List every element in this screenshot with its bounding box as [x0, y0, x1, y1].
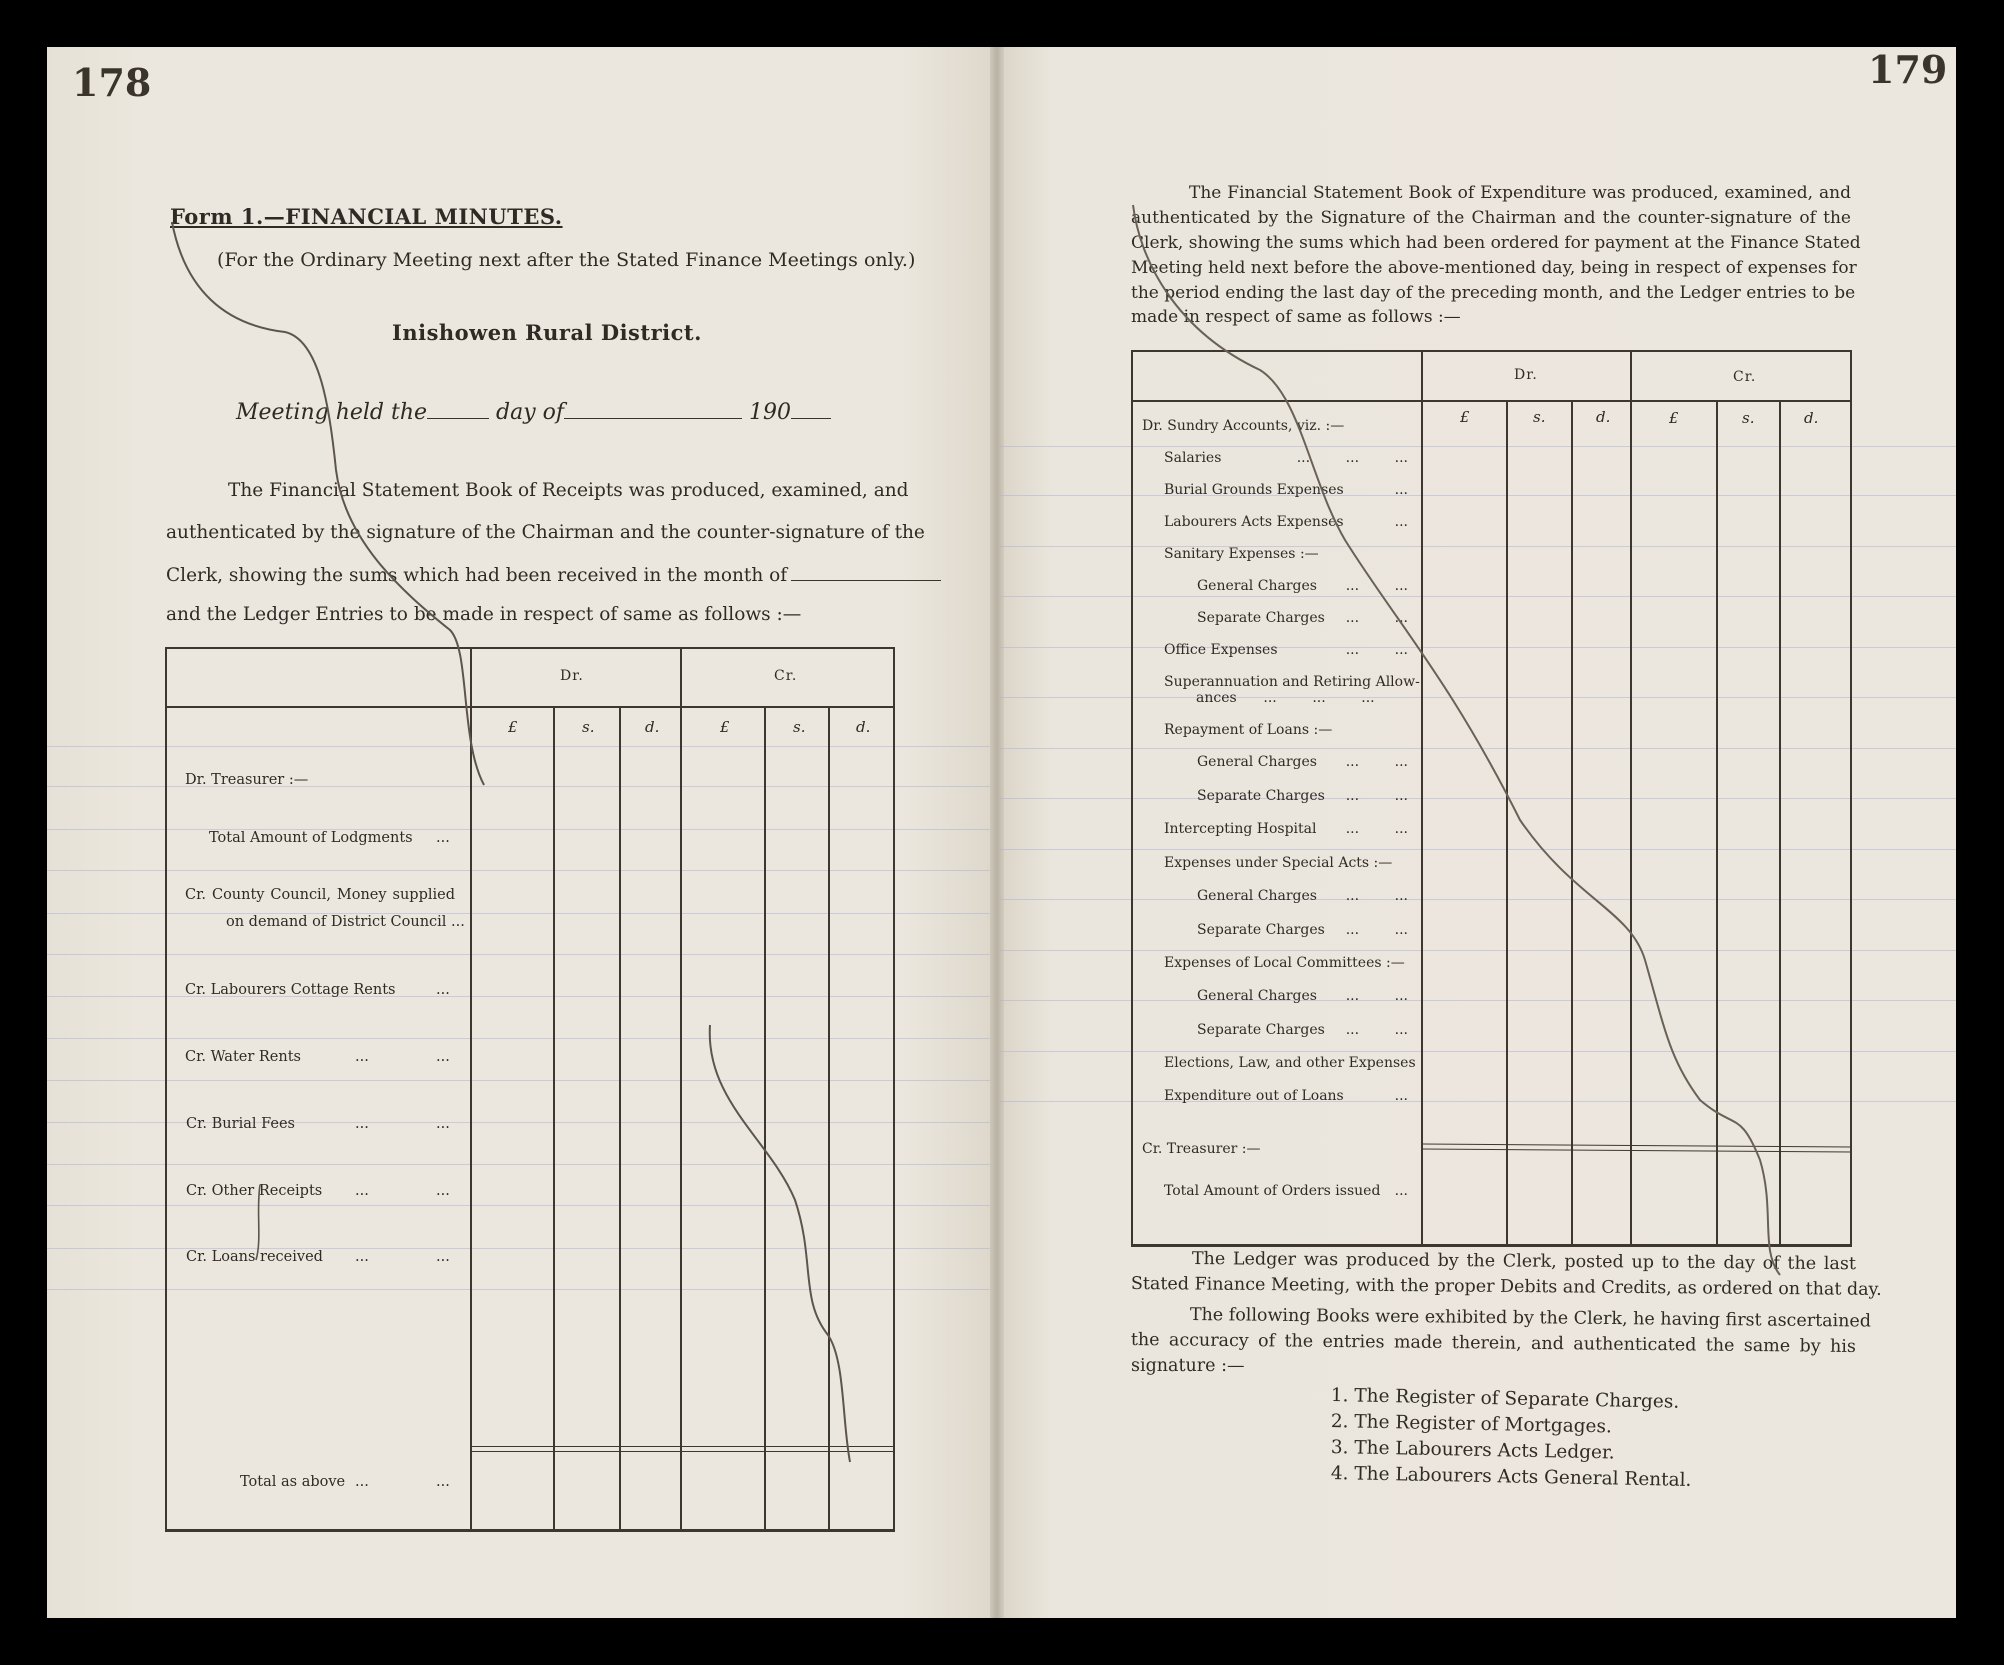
receipts-row-dots: ... [436, 1183, 450, 1199]
expenditure-row-dots: ... [1394, 514, 1408, 530]
blank-year [791, 402, 831, 419]
expenditure-row-label: Office Expenses [1164, 642, 1278, 658]
receipts-row-label: Cr. Water Rents [185, 1049, 301, 1065]
book-list-item: 1. The Register of Separate Charges. [1330, 1385, 1680, 1413]
expenditure-table-col-rule [1716, 400, 1718, 1247]
receipts-para-line-1: The Financial Statement Book of Receipts was produced, examined, and [228, 480, 909, 501]
receipts-row-label: Cr. County Council, Money supplied [185, 887, 455, 903]
receipts-para-line-3 [166, 564, 941, 586]
expenditure-row-label-cont: ances ... ... ... [1196, 690, 1375, 706]
expenditure-para-line: the period ending the last day of the preceding month, and the Ledger entries to be [1131, 283, 1856, 303]
expenditure-row-label: Repayment of Loans :— [1164, 722, 1333, 738]
expenditure-row-label: Elections, Law, and other Expenses [1164, 1055, 1416, 1071]
expenditure-row-label: Sanitary Expenses :— [1164, 546, 1319, 562]
expenditure-row-label: General Charges [1197, 988, 1317, 1004]
expenditure-row-label: Total Amount of Orders issued [1164, 1183, 1381, 1199]
receipts-cr-header: Cr. [774, 668, 798, 684]
meeting-text-a: Meeting held the [236, 400, 428, 425]
receipts-para-line-4: and the Ledger Entries to be made in respect of same as follows :— [166, 604, 802, 625]
unit-pounds: £ [1669, 409, 1679, 427]
receipts-row-dots: ... [436, 1116, 450, 1132]
receipts-table-col-rule [680, 647, 682, 1532]
unit-pence: d. [856, 718, 871, 736]
expenditure-table-col-rule [1630, 350, 1632, 1247]
receipts-row-dots: ... [355, 1049, 369, 1065]
expenditure-para-line: made in respect of same as follows :— [1131, 307, 1461, 327]
expenditure-table-col-rule [1506, 400, 1508, 1247]
ledger-para-line: Stated Finance Meeting, with the proper Debits and Credits, as ordered on that day. [1130, 1274, 1882, 1300]
unit-pounds: £ [720, 718, 730, 736]
expenditure-row-label: Separate Charges [1197, 610, 1325, 626]
blank-day [427, 402, 489, 419]
expenditure-row-label: Cr. Treasurer :— [1142, 1141, 1261, 1157]
expenditure-row-dots: ... ... [1345, 754, 1408, 770]
unit-pence: d. [1804, 409, 1819, 427]
expenditure-row-label: Dr. Sundry Accounts, viz. :— [1142, 418, 1345, 434]
expenditure-row-label: Separate Charges [1197, 1022, 1325, 1038]
books-para-line: The following Books were exhibited by the Clerk, he having first ascertained [1189, 1305, 1872, 1332]
expenditure-table-col-rule [1779, 400, 1781, 1247]
receipts-total-label: Total as above [240, 1474, 346, 1490]
form-subtitle: (For the Ordinary Meeting next after the Stated Finance Meetings only.) [217, 249, 916, 271]
expenditure-para-line: The Financial Statement Book of Expenditure was produced, examined, and [1189, 183, 1851, 203]
expenditure-row-dots: ... [1394, 1183, 1408, 1199]
unit-pounds: £ [508, 718, 518, 736]
receipts-row-dots: ... [355, 1116, 369, 1132]
expenditure-row-label: Labourers Acts Expenses [1164, 514, 1344, 530]
receipts-table-col-rule [619, 706, 621, 1532]
receipts-row-label: Cr. Loans received [186, 1249, 323, 1265]
unit-pence: d. [645, 718, 660, 736]
expenditure-row-label: Salaries [1164, 450, 1222, 466]
receipts-row-dots: ... [436, 1049, 450, 1065]
page-number-right: 179 [1868, 47, 1948, 92]
receipts-para-line-2: authenticated by the signature of the Chairman and the counter-signature of the [166, 522, 925, 543]
receipts-table-col-rule [828, 706, 830, 1532]
expenditure-row-dots: ... ... [1345, 821, 1408, 837]
unit-pounds: £ [1460, 408, 1470, 426]
receipts-row-label-cont: on demand of District Council ... [226, 914, 465, 930]
unit-pence: d. [1596, 408, 1611, 426]
receipts-row-dots: ... [436, 1249, 450, 1265]
book-list-item: 4. The Labourers Acts General Rental. [1330, 1463, 1692, 1491]
expenditure-row-dots: ... ... [1345, 988, 1408, 1004]
receipts-row-dots: ... [436, 982, 450, 998]
receipts-dr-header: Dr. [560, 668, 584, 684]
receipts-table-header-rule [165, 706, 895, 708]
page-number-left: 178 [72, 60, 152, 105]
expenditure-row-dots: ... [1394, 482, 1408, 498]
expenditure-row-dots: ... ... ... [1296, 450, 1408, 466]
meeting-line [236, 400, 831, 425]
unit-shillings: s. [1742, 409, 1755, 427]
expenditure-row-dots: ... ... [1345, 888, 1408, 904]
expenditure-table-header-rule [1131, 400, 1852, 402]
receipts-row-dots: ... [355, 1183, 369, 1199]
expenditure-row-dots: ... ... [1345, 642, 1408, 658]
receipts-table-col-rule [764, 706, 766, 1532]
meeting-text-b: day of [496, 400, 565, 425]
receipts-table-col-rule [470, 647, 472, 1532]
meeting-text-c: 190 [749, 400, 792, 425]
books-para-line: signature :— [1131, 1356, 1245, 1376]
expenditure-row-label: Separate Charges [1197, 788, 1325, 804]
expenditure-row-dots: ... ... [1345, 610, 1408, 626]
receipts-row-label: Cr. Other Receipts [186, 1183, 323, 1199]
form-title: Form 1.—FINANCIAL MINUTES. [170, 204, 563, 229]
receipts-row-label: Cr. Burial Fees [186, 1116, 295, 1132]
expenditure-row-label: Burial Grounds Expenses [1164, 482, 1344, 498]
unit-shillings: s. [582, 718, 595, 736]
blank-month-received [791, 564, 941, 581]
receipts-para-line-3-text: Clerk, showing the sums which had been received in the month of [166, 565, 788, 586]
expenditure-row-label: Expenses of Local Committees :— [1164, 955, 1405, 971]
expenditure-para-line: Meeting held next before the above-mentioned day, being in respect of expenses for [1131, 258, 1857, 278]
receipts-total-dots: ... [436, 1474, 450, 1490]
receipts-row-label: Cr. Labourers Cottage Rents [185, 982, 396, 998]
receipts-total-rule [472, 1451, 894, 1452]
expenditure-table-col-rule [1421, 350, 1423, 1247]
receipts-row-dots: ... [436, 830, 450, 846]
expenditure-row-label: General Charges [1197, 888, 1317, 904]
expenditure-row-label: General Charges [1197, 754, 1317, 770]
expenditure-dr-header: Dr. [1514, 367, 1538, 383]
expenditure-row-dots: ... ... [1345, 788, 1408, 804]
expenditure-para-line: authenticated by the Signature of the Chairman and the counter-signature of the [1131, 208, 1851, 228]
receipts-row-label: Total Amount of Lodgments [209, 830, 413, 846]
unit-shillings: s. [793, 718, 806, 736]
expenditure-row-label: Superannuation and Retiring Allow- [1164, 674, 1420, 690]
book-gutter [990, 47, 1004, 1618]
expenditure-row-label: Expenditure out of Loans [1164, 1088, 1344, 1104]
expenditure-row-label: General Charges [1197, 578, 1317, 594]
receipts-row-dots: ... [355, 1249, 369, 1265]
receipts-row-label: Dr. Treasurer :— [185, 772, 309, 788]
book-list-item: 2. The Register of Mortgages. [1330, 1411, 1613, 1438]
expenditure-row-dots: ... ... [1345, 578, 1408, 594]
ledger-para-line: The Ledger was produced by the Clerk, posted up to the day of the last [1191, 1249, 1856, 1275]
expenditure-row-dots: ... ... [1345, 922, 1408, 938]
receipts-total-rule [472, 1446, 894, 1447]
expenditure-cr-header: Cr. [1733, 369, 1757, 385]
expenditure-row-label: Expenses under Special Acts :— [1164, 855, 1393, 871]
expenditure-row-label: Intercepting Hospital [1164, 821, 1317, 837]
expenditure-row-dots: ... ... [1345, 1022, 1408, 1038]
expenditure-row-label: Separate Charges [1197, 922, 1325, 938]
district-name: Inishowen Rural District. [392, 320, 702, 345]
receipts-table-col-rule [553, 706, 555, 1532]
blank-month [564, 402, 742, 419]
expenditure-row-dots: ... [1394, 1088, 1408, 1104]
books-para-line: the accuracy of the entries made therein, and authenticated the same by his [1130, 1330, 1856, 1357]
expenditure-table-col-rule [1571, 400, 1573, 1247]
expenditure-para-line: Clerk, showing the sums which had been ordered for payment at the Finance Stated [1131, 233, 1861, 253]
book-list-item: 3. The Labourers Acts Ledger. [1330, 1437, 1615, 1464]
unit-shillings: s. [1533, 408, 1546, 426]
receipts-total-dots: ... [355, 1474, 369, 1490]
